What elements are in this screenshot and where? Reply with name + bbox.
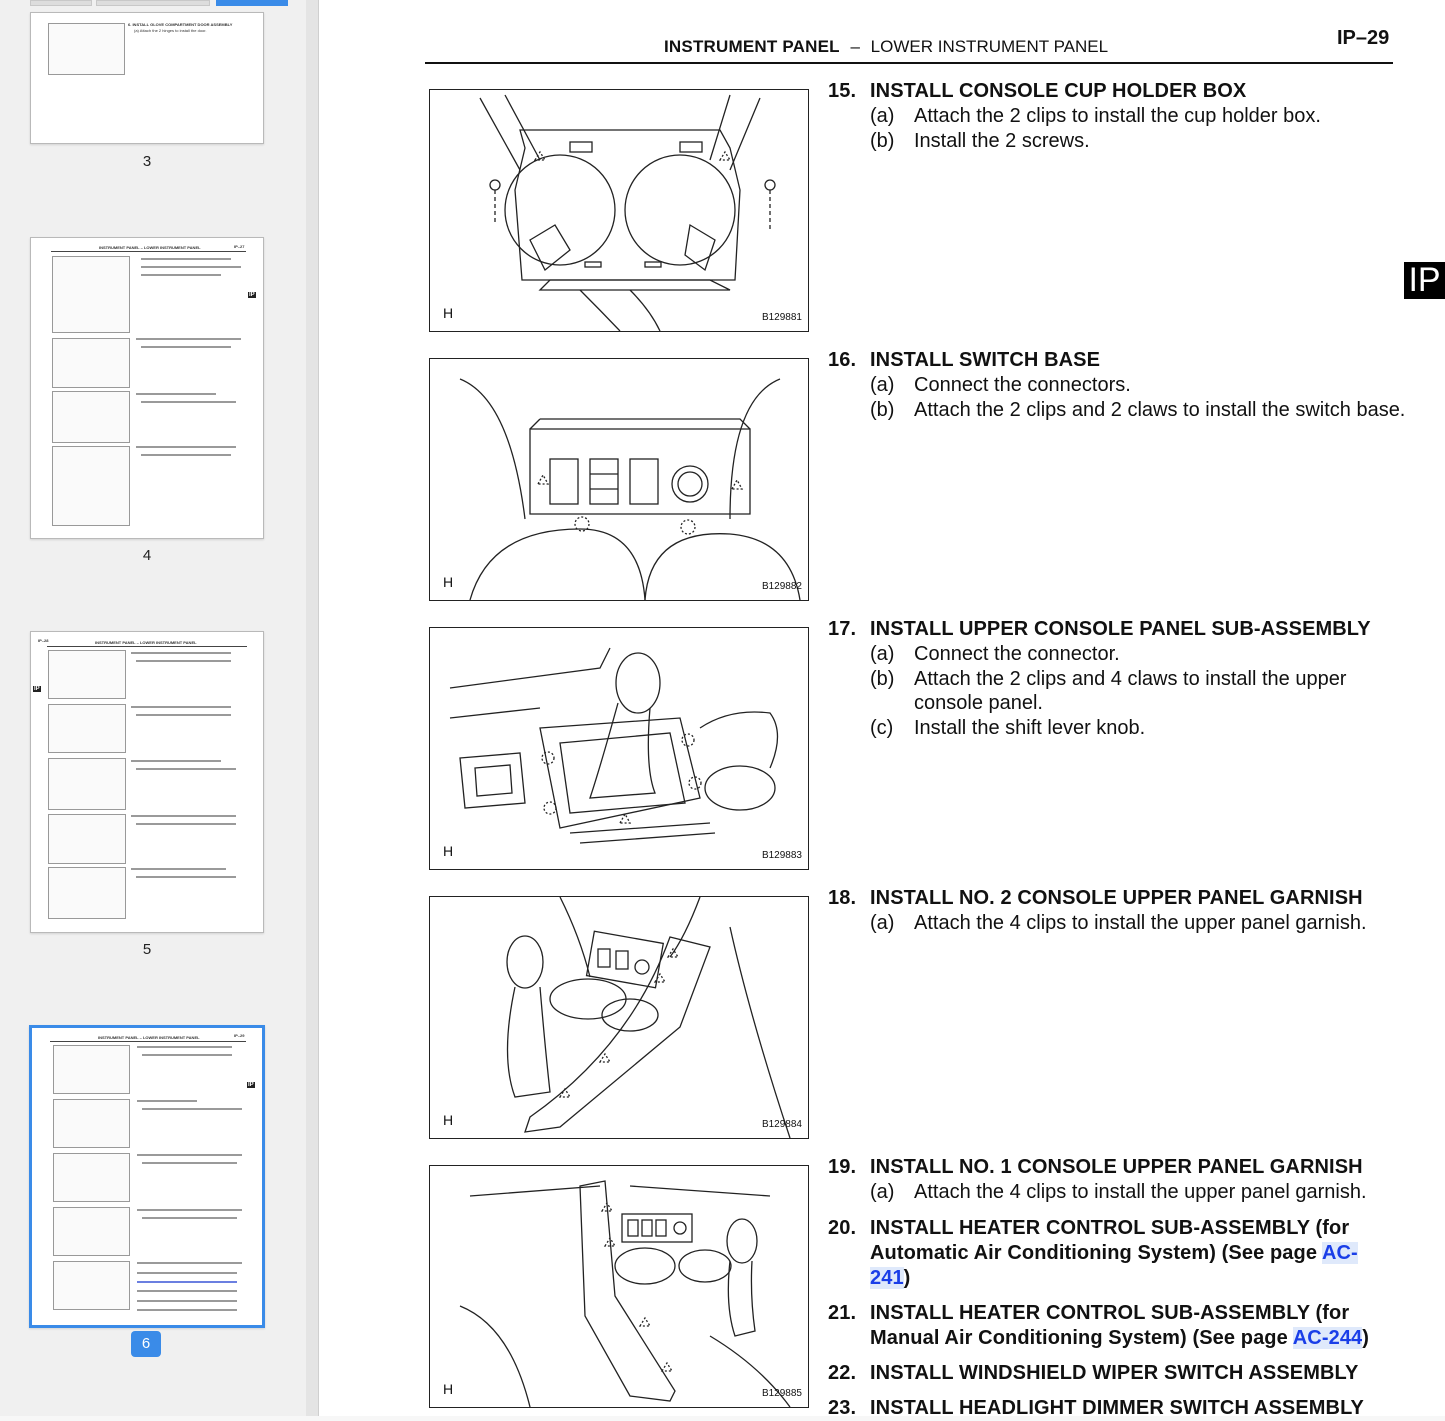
thumbnail-text-line	[141, 346, 231, 348]
figure-switch-base	[429, 358, 809, 601]
step-title: INSTALL HEADLIGHT DIMMER SWITCH ASSEMBLY	[870, 1397, 1364, 1419]
thumbnail-page-code: IP–27	[234, 244, 245, 249]
header-section: INSTRUMENT PANEL	[664, 37, 840, 56]
step-number: 23.	[828, 1397, 857, 1419]
figure-letter: H	[443, 1112, 454, 1128]
thumbnail-text-line	[137, 1272, 237, 1274]
thumbnail-text-line	[137, 1046, 232, 1048]
step-18	[828, 886, 1398, 936]
substep-text: Attach the 4 clips to install the upper panel garnish.	[914, 1181, 1367, 1203]
figure-letter: H	[443, 1381, 454, 1397]
sidebar-tab-active[interactable]	[216, 0, 288, 6]
header-dash: –	[850, 37, 860, 56]
thumbnail-text: (a) Attach the 2 hinges to install the door.	[134, 28, 207, 33]
thumbnail-rule	[47, 646, 247, 647]
thumbnail-page-code: IP–28	[38, 638, 49, 643]
page-number-6[interactable]: 6	[131, 1331, 161, 1357]
header-subsection: LOWER INSTRUMENT PANEL	[870, 37, 1109, 56]
thumbnail-heading: 6. INSTALL GLOVE COMPARTMENT DOOR ASSEMBLY	[128, 22, 233, 27]
step-number: 16.	[828, 349, 857, 371]
substep-label: (b)	[870, 398, 895, 421]
step-15	[828, 79, 1398, 153]
substep-text: Connect the connectors.	[914, 374, 1131, 396]
thumbnail-illustration	[53, 1099, 130, 1148]
thumbnail-text-line	[137, 1100, 197, 1102]
thumbnail-text-line	[131, 815, 236, 817]
thumbnail-text-line	[141, 274, 221, 276]
thumbnail-text-line	[131, 760, 221, 762]
thumbnail-text-line	[137, 1300, 237, 1302]
thumbnail-text-line	[136, 768, 236, 770]
thumbnail-text-line	[137, 1154, 242, 1156]
figure-code: B129885	[761, 1388, 802, 1399]
step-title-end: )	[1362, 1327, 1370, 1349]
step-title: INSTALL NO. 1 CONSOLE UPPER PANEL GARNISH	[870, 1156, 1363, 1178]
substep-text: Attach the 2 clips and 2 claws to install the switch base.	[914, 398, 1406, 421]
thumbnail-text-line	[137, 1290, 237, 1292]
figure-no1-console-garnish	[429, 1165, 809, 1408]
section-tab: IP	[1404, 262, 1445, 299]
thumbnail-illustration	[48, 650, 126, 699]
thumbnail-heading: INSTRUMENT PANEL – LOWER INSTRUMENT PANEL	[95, 640, 197, 645]
thumbnail-text-line	[141, 401, 236, 403]
step-title-end: )	[903, 1267, 911, 1289]
step-21	[828, 1301, 1398, 1351]
substep-label: (c)	[870, 716, 894, 739]
thumbnail-illustration	[52, 391, 130, 443]
thumbnail-text-line	[137, 1309, 237, 1311]
step-number: 20.	[828, 1217, 857, 1239]
no1-garnish-illustration	[430, 1166, 808, 1407]
thumbnail-text-line	[136, 393, 216, 395]
substep-text: Install the shift lever knob.	[914, 716, 1146, 739]
thumbnail-illustration	[48, 758, 126, 810]
step-number: 17.	[828, 618, 857, 640]
thumbnail-text-line	[141, 258, 231, 260]
page-link-ac-241[interactable]: AC-241	[870, 1242, 1358, 1289]
thumbnail-ip-tab: IP	[34, 686, 40, 692]
thumbnail-text-line	[141, 266, 241, 268]
step-title: INSTALL CONSOLE CUP HOLDER BOX	[870, 80, 1247, 102]
thumbnail-text-line	[142, 1054, 232, 1056]
figure-code: B129884	[761, 1119, 802, 1130]
substep-label: (b)	[870, 667, 895, 690]
step-title: INSTALL UPPER CONSOLE PANEL SUB-ASSEMBLY	[870, 618, 1371, 640]
thumbnail-illustration	[52, 338, 130, 388]
no2-garnish-illustration	[430, 897, 808, 1138]
thumbnail-text-line	[136, 823, 236, 825]
step-number: 22.	[828, 1362, 857, 1384]
sidebar-tab[interactable]	[96, 0, 210, 6]
thumbnail-illustration	[53, 1045, 130, 1094]
thumbnail-text-line	[131, 868, 226, 870]
step-number: 21.	[828, 1302, 857, 1324]
step-title: INSTALL SWITCH BASE	[870, 349, 1101, 371]
thumbnail-text-line	[136, 660, 231, 662]
page-thumbnail-5[interactable]	[30, 631, 264, 933]
substep-text: Attach the 2 clips and 4 claws to install the upper console panel.	[914, 667, 1347, 714]
step-20	[828, 1216, 1398, 1291]
page-code: IP–29	[1337, 27, 1390, 49]
thumbnail-text-line	[136, 714, 231, 716]
thumbnail-sidebar	[0, 0, 307, 1416]
figure-letter: H	[443, 574, 454, 590]
figure-no2-console-garnish	[429, 896, 809, 1139]
step-23	[828, 1396, 1398, 1421]
step-17	[828, 617, 1398, 740]
page-thumbnail-3[interactable]	[30, 12, 264, 144]
thumbnail-illustration	[48, 814, 126, 864]
thumbnail-rule	[50, 1041, 246, 1042]
thumbnail-page-code: IP–29	[234, 1033, 245, 1038]
sidebar-scrollbar[interactable]	[306, 0, 319, 1416]
page-header-title	[664, 37, 1108, 57]
thumbnail-text-line	[142, 1162, 237, 1164]
thumbnail-text-line	[136, 446, 236, 448]
substep-text: Connect the connector.	[914, 643, 1120, 665]
thumbnail-illustration	[48, 23, 125, 75]
page-number-4[interactable]: 4	[142, 547, 152, 564]
substep-label: (a)	[870, 643, 895, 665]
figure-code: B129883	[761, 850, 802, 861]
thumbnail-text-line	[142, 1108, 242, 1110]
substep-label: (a)	[870, 105, 895, 127]
thumbnail-illustration	[53, 1261, 130, 1310]
thumbnail-text-line	[137, 1262, 242, 1264]
figure-letter: H	[443, 305, 454, 321]
page-thumbnail-4[interactable]	[30, 237, 264, 539]
thumbnail-text-line	[141, 454, 231, 456]
thumbnail-illustration	[52, 446, 130, 526]
thumbnail-illustration	[48, 867, 126, 919]
figure-cup-holder-box	[429, 89, 809, 332]
thumbnail-ip-tab: IP	[248, 1082, 254, 1088]
switch-base-illustration	[430, 359, 808, 600]
thumbnail-text-line	[137, 1209, 242, 1211]
thumbnail-link-line	[137, 1281, 237, 1283]
figure-letter: H	[443, 843, 454, 859]
upper-console-illustration	[430, 628, 808, 869]
thumbnail-ip-tab: IP	[249, 292, 255, 298]
thumbnail-illustration	[53, 1153, 130, 1202]
step-title: INSTALL WINDSHIELD WIPER SWITCH ASSEMBLY	[870, 1362, 1359, 1384]
substep-label: (b)	[870, 129, 895, 152]
thumbnail-text-line	[131, 706, 231, 708]
step-title-continued: Automatic Air Conditioning System) (See page	[870, 1242, 1322, 1264]
thumbnail-heading: INSTRUMENT PANEL – LOWER INSTRUMENT PANEL	[98, 1035, 200, 1040]
step-title: INSTALL HEATER CONTROL SUB-ASSEMBLY (for	[870, 1217, 1350, 1239]
cup-holder-illustration	[430, 90, 808, 331]
substep-text: Attach the 2 clips to install the cup holder box.	[914, 105, 1321, 127]
thumbnail-illustration	[53, 1207, 130, 1256]
page-link-ac-244[interactable]: AC-244	[1292, 1327, 1363, 1349]
thumbnail-illustration	[52, 256, 130, 333]
thumbnail-text-line	[136, 876, 236, 878]
substep-label: (a)	[870, 912, 895, 934]
page-thumbnail-6[interactable]	[29, 1025, 265, 1328]
substep-label: (a)	[870, 374, 895, 396]
thumbnail-text-line	[131, 652, 231, 654]
substep-label: (a)	[870, 1181, 895, 1203]
page-number-5[interactable]: 5	[142, 941, 152, 958]
figure-upper-console-panel	[429, 627, 809, 870]
page-number-3[interactable]: 3	[142, 153, 152, 170]
figure-code: B129882	[761, 581, 802, 592]
step-19	[828, 1155, 1398, 1205]
substep-text: Install the 2 screws.	[914, 129, 1090, 152]
thumbnail-heading: INSTRUMENT PANEL – LOWER INSTRUMENT PANEL	[99, 245, 201, 250]
substep-text: Attach the 4 clips to install the upper panel garnish.	[914, 912, 1367, 934]
sidebar-tab[interactable]	[30, 0, 92, 6]
step-title-continued: Manual Air Conditioning System) (See page	[870, 1327, 1293, 1349]
thumbnail-illustration	[48, 704, 126, 753]
thumbnail-text-line	[136, 338, 241, 340]
thumbnail-text-line	[142, 1217, 237, 1219]
thumbnail-rule	[51, 251, 246, 252]
figure-code: B129881	[761, 312, 802, 323]
step-number: 15.	[828, 80, 857, 102]
step-number: 19.	[828, 1156, 857, 1178]
step-22	[828, 1361, 1398, 1386]
step-16	[828, 348, 1406, 422]
step-number: 18.	[828, 887, 857, 909]
step-title: INSTALL NO. 2 CONSOLE UPPER PANEL GARNISH	[870, 887, 1363, 909]
header-rule	[425, 62, 1393, 64]
step-title: INSTALL HEATER CONTROL SUB-ASSEMBLY (for	[870, 1302, 1350, 1324]
